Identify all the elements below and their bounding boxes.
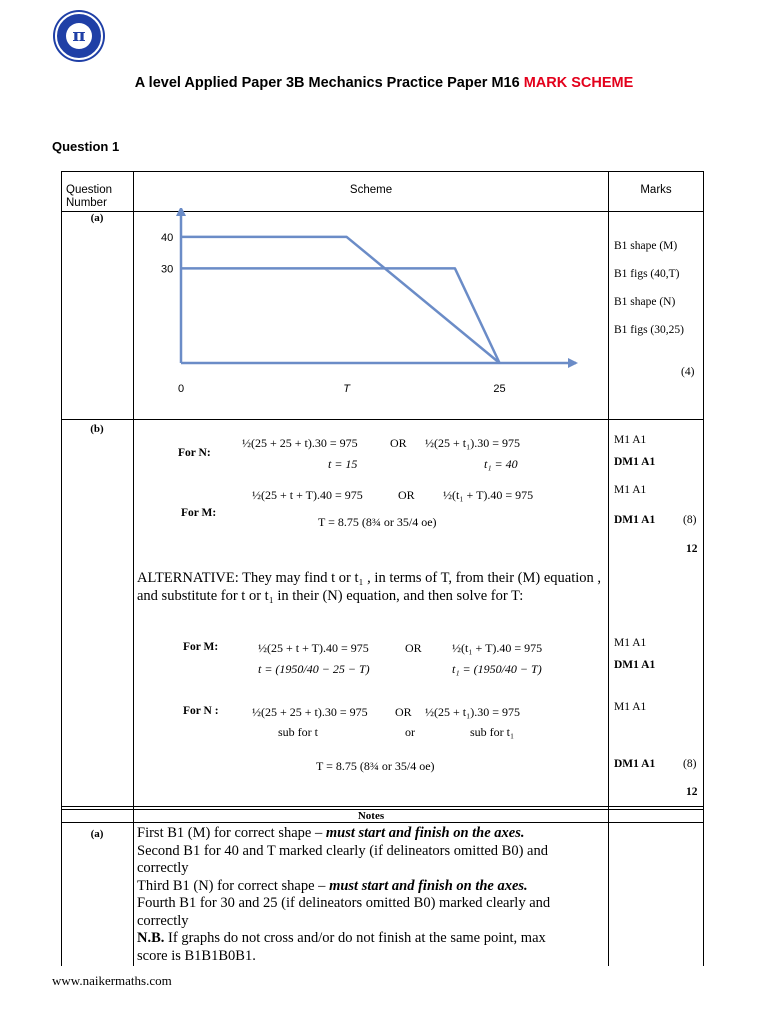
y-axis-arrow — [176, 208, 186, 216]
table-row-divider-a — [61, 419, 704, 420]
b-mark-2: DM1 A1 — [614, 456, 656, 468]
notes-line-1: First B1 (M) for correct shape – must start and finish on the axes. — [137, 825, 525, 841]
b-or-2: OR — [398, 488, 415, 502]
alt-mark-3: M1 A1 — [614, 701, 647, 713]
b-n-eq2: ½(25 + t₁).30 = 975 — [425, 436, 521, 450]
part-a-label: (a) — [90, 212, 104, 224]
table-border-right — [703, 171, 704, 966]
alt-sub-2: sub for t₁ — [470, 725, 515, 739]
part-b-label: (b) — [90, 423, 104, 435]
b-m-eq2: ½(t₁ + T).40 = 975 — [443, 488, 534, 502]
y-tick-label: 40 — [161, 231, 174, 244]
alt-t-result: T = 8.75 (8¾ or 35/4 oe) — [316, 759, 435, 773]
table-row-divider-b-1 — [61, 806, 704, 807]
x-tick-label: 25 — [493, 383, 506, 395]
mark-a-1: B1 shape (M) — [614, 240, 678, 252]
title-highlight: MARK SCHEME — [523, 75, 634, 91]
alt-m-eq1: ½(25 + t + T).40 = 975 — [258, 641, 369, 655]
mark-a-4: B1 figs (30,25) — [614, 324, 684, 336]
b-forM-label: For M: — [181, 507, 217, 519]
table-notes-divider — [61, 822, 704, 823]
alt-forN-label: For N : — [183, 705, 219, 717]
title-main: A level Applied Paper 3B Mechanics Practice Paper M16 — [134, 75, 524, 91]
naikermaths-logo — [55, 12, 103, 60]
y-tick-label: 30 — [161, 263, 174, 276]
x-axis-arrow — [568, 358, 578, 368]
notes-line-8: score is B1B1B0B1. — [137, 947, 256, 964]
col-question-header: Question Number — [66, 184, 113, 209]
mark-a-3: B1 shape (N) — [614, 296, 676, 308]
b-forN-label: For N: — [178, 447, 211, 459]
notes-line-6: correctly — [137, 912, 189, 929]
alt-m-res1: t = (1950/40 − 25 − T) — [258, 662, 370, 676]
b-m-eq1: ½(25 + t + T).40 = 975 — [252, 488, 363, 502]
alt-m-res2: t₁ = (1950/40 − T) — [452, 662, 542, 676]
b-n-res2: t₁ = 40 — [484, 457, 518, 471]
mark-a-2: B1 figs (40,T) — [614, 268, 680, 280]
notes-line-4: Third B1 (N) for correct shape – must start and finish on the axes. — [137, 877, 528, 894]
notes-line-2: Second B1 for 40 and T marked clearly (if delineators omitted B0) and — [137, 842, 548, 859]
series-line-1 — [181, 237, 500, 363]
col-scheme-header: Scheme — [349, 184, 393, 196]
table-col-divider-1 — [133, 171, 134, 966]
notes-line-7: N.B. If graphs do not cross and/or do not finish at the same point, max — [137, 930, 546, 946]
table-border-left — [61, 171, 62, 966]
b-n-res1: t = 15 — [328, 457, 358, 471]
alt-sub-1: sub for t — [278, 725, 318, 739]
alt-forM-label: For M: — [183, 641, 219, 653]
notes-body — [137, 825, 607, 965]
alt-n-eq2: ½(25 + t₁).30 = 975 — [425, 705, 521, 719]
b-m-result: T = 8.75 (8¾ or 35/4 oe) — [318, 515, 437, 529]
x-tick-label: 0 — [177, 383, 185, 395]
question-label: Question 1 — [52, 139, 120, 154]
alt-or-2: OR — [395, 705, 412, 719]
velocity-time-graph — [150, 208, 590, 408]
alt-m-eq2: ½(t₁ + T).40 = 975 — [452, 641, 543, 655]
b-mark-4: DM1 A1 — [614, 514, 656, 526]
notes-line-3: correctly — [137, 860, 189, 876]
alt-mark-4: DM1 A1 — [614, 758, 656, 770]
alt-mark-4-total: (8) — [683, 758, 697, 770]
notes-line-5: Fourth B1 for 30 and 25 (if delineators omitted B0) marked clearly and — [137, 895, 551, 911]
footer-url: www.naikermaths.com — [52, 973, 172, 988]
page-title — [0, 75, 768, 91]
notes-header: Notes — [357, 810, 385, 822]
mark-a-total: (4) — [681, 366, 695, 378]
col-marks-header: Marks — [640, 184, 672, 196]
alt-or-3: or — [405, 725, 415, 739]
alt-mark-1: M1 A1 — [614, 637, 647, 649]
alt-total: 12 — [686, 786, 698, 798]
b-mark-4-total: (8) — [683, 514, 697, 526]
alt-n-eq1: ½(25 + 25 + t).30 = 975 — [252, 705, 368, 719]
alt-mark-2: DM1 A1 — [614, 659, 656, 671]
b-mark-3: M1 A1 — [614, 484, 647, 496]
b-mark-1: M1 A1 — [614, 434, 647, 446]
b-total: 12 — [686, 543, 698, 555]
alt-or-1: OR — [405, 641, 422, 655]
series-line-2 — [181, 268, 500, 363]
notes-part-a-label: (a) — [90, 828, 104, 840]
b-or-1: OR — [390, 436, 407, 450]
pi-icon: π — [66, 23, 92, 49]
table-col-divider-2 — [608, 171, 609, 966]
x-tick-label: T — [343, 383, 351, 395]
b-n-eq1: ½(25 + 25 + t).30 = 975 — [242, 436, 358, 450]
alternative-text: ALTERNATIVE: They may find t or t₁ , in terms of T, from their (M) equation , and substitute for t or t₁ in their (N) equation, and then solve for T: — [137, 570, 602, 604]
